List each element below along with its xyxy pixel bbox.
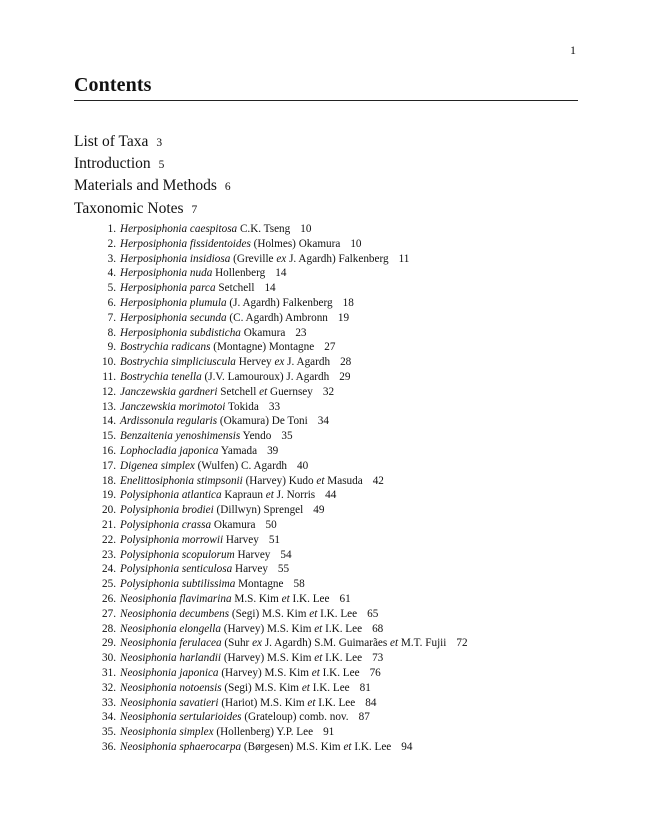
- taxon-entry-page: 29: [339, 370, 351, 383]
- taxon-entry-page: 32: [322, 385, 335, 398]
- taxon-entry-italic-text: Polysiphonia atlantica: [120, 489, 222, 502]
- taxon-entry-italic-text: et: [309, 607, 318, 620]
- taxon-entry-page: 91: [323, 726, 335, 739]
- taxon-entry-italic-text: Herposiphonia fissidentoides: [120, 237, 251, 250]
- taxon-entry-text: Okamura: [240, 326, 286, 339]
- taxon-entry-italic-text: et: [314, 652, 323, 665]
- taxon-entry-page: 11: [398, 252, 410, 265]
- taxon-entry[interactable]: [74, 622, 468, 637]
- taxon-entry-text: (Segi) M.S. Kim: [229, 607, 310, 620]
- taxon-entry-page: 50: [265, 518, 277, 531]
- taxon-entry-text: I.K. Lee: [317, 607, 358, 620]
- taxon-entry-number: 28.: [102, 622, 116, 635]
- toc-entry-list-of-taxa[interactable]: [74, 131, 231, 153]
- taxon-entry-italic-text: Lophocladia japonica: [120, 444, 219, 457]
- taxon-entry[interactable]: [74, 562, 468, 577]
- taxonomic-notes-list: [74, 222, 468, 755]
- taxon-entry-text: M.S. Kim: [231, 592, 282, 605]
- taxon-entry-italic-text: et: [390, 637, 399, 650]
- taxon-entry-italic-text: Janczewskia gardneri: [120, 385, 218, 398]
- taxon-entry-page: 68: [372, 622, 384, 635]
- taxon-entry-number: 2.: [107, 237, 116, 250]
- taxon-entry-text: Yamada: [218, 444, 258, 457]
- taxon-entry-italic-text: Polysiphonia morrowii: [120, 533, 224, 546]
- taxon-entry-text: I.K. Lee: [315, 696, 356, 709]
- taxon-entry-italic-text: Neosiphonia ferulacea: [120, 637, 222, 650]
- taxon-entry-text: (Hariot) M.S. Kim: [218, 696, 308, 709]
- taxon-entry-text: (Grateloup) comb. nov.: [241, 711, 349, 724]
- taxon-entry-text: Hervey: [235, 356, 275, 369]
- taxon-entry[interactable]: [74, 237, 468, 252]
- taxon-entry-page: 14: [264, 282, 276, 295]
- taxon-entry-text: Setchell: [215, 282, 255, 295]
- toc-entry-title: List of Taxa: [74, 133, 149, 150]
- taxon-entry-page: 84: [365, 696, 377, 709]
- taxon-entry-text: (Wulfen) C. Agardh: [194, 459, 288, 472]
- taxon-entry[interactable]: [74, 503, 468, 518]
- taxon-entry-text: C.K. Tseng: [237, 223, 291, 235]
- toc-entry-materials-and-methods[interactable]: [74, 175, 231, 197]
- taxon-entry[interactable]: [74, 607, 468, 622]
- taxon-entry[interactable]: [74, 252, 468, 267]
- taxon-entry[interactable]: [74, 651, 468, 666]
- taxon-entry-number: 23.: [102, 548, 116, 561]
- taxon-entry-text: (Greville: [230, 252, 277, 265]
- taxon-entry-italic-text: Bostrychia tenella: [120, 370, 202, 383]
- taxon-entry-italic-text: Herposiphonia insidiosa: [120, 252, 231, 265]
- taxon-entry[interactable]: [74, 414, 468, 429]
- taxon-entry-italic-text: et: [316, 474, 325, 487]
- taxon-entry[interactable]: [74, 326, 468, 341]
- taxon-entry-text: Hollenberg: [212, 267, 266, 280]
- taxon-entry-number: 8.: [107, 326, 116, 339]
- taxon-entry-number: 5.: [107, 282, 116, 295]
- toc-entry-page: 5: [158, 159, 165, 172]
- taxon-entry-text: I.K. Lee: [322, 622, 363, 635]
- taxon-entry-italic-text: Neosiphonia harlandii: [120, 652, 222, 665]
- page-title: Contents: [74, 74, 152, 96]
- taxon-entry-page: 28: [340, 356, 352, 369]
- taxon-entry-text: Harvey: [223, 533, 259, 546]
- taxon-entry[interactable]: [74, 681, 468, 696]
- toc-entry-page: 7: [191, 203, 198, 216]
- taxon-entry-text: I.K. Lee: [351, 740, 392, 753]
- taxon-entry[interactable]: [74, 474, 468, 489]
- taxon-entry-number: 31.: [102, 666, 116, 679]
- taxon-entry[interactable]: [74, 296, 468, 311]
- taxon-entry[interactable]: [74, 577, 468, 592]
- taxon-entry-number: 12.: [102, 385, 116, 398]
- taxon-entry-page: 10: [300, 223, 312, 235]
- taxon-entry-page: 35: [281, 430, 293, 443]
- taxon-entry[interactable]: [74, 533, 468, 548]
- taxon-entry-number: 19.: [102, 489, 116, 502]
- taxon-entry-italic-text: et: [265, 489, 274, 502]
- taxon-entry-italic-text: Polysiphonia crassa: [120, 518, 212, 531]
- taxon-entry-number: 18.: [102, 474, 116, 487]
- taxon-entry-number: 29.: [102, 637, 116, 650]
- taxon-entry-number: 36.: [102, 740, 116, 753]
- taxon-entry[interactable]: [74, 459, 468, 474]
- taxon-entry-text: (Okamura) De Toni: [217, 415, 308, 428]
- taxon-entry-text: (Hollenberg) Y.P. Lee: [213, 726, 314, 739]
- taxon-entry-page: 54: [280, 548, 292, 561]
- taxon-entry-page: 61: [339, 592, 351, 605]
- taxon-entry-number: 34.: [102, 711, 116, 724]
- taxon-entry-text: Montagne: [235, 578, 284, 591]
- taxon-entry[interactable]: [74, 548, 468, 563]
- taxon-entry-italic-text: Neosiphonia decumbens: [120, 607, 230, 620]
- taxon-entry-page: 14: [275, 267, 287, 280]
- taxon-entry-page: 51: [268, 533, 280, 546]
- taxon-entry-text: Guernsey: [267, 385, 313, 398]
- taxon-entry-italic-text: Bostrychia radicans: [120, 341, 211, 354]
- toc-entry-page: 6: [224, 181, 231, 194]
- taxon-entry-text: I.K. Lee: [322, 652, 363, 665]
- taxon-entry-page: 19: [337, 311, 350, 324]
- taxon-entry[interactable]: [74, 311, 468, 326]
- taxon-entry-italic-text: Herposiphonia parca: [120, 282, 216, 295]
- taxon-entry[interactable]: [74, 266, 468, 281]
- taxon-entry-text: (Segi) M.S. Kim: [221, 681, 302, 694]
- taxon-entry-page: 42: [372, 474, 384, 487]
- taxon-entry[interactable]: [74, 385, 468, 400]
- taxon-entry-text: (Harvey) Kudo: [242, 474, 317, 487]
- taxon-entry-italic-text: Herposiphonia caespitosa: [120, 223, 238, 235]
- taxon-entry-page: 76: [369, 666, 381, 679]
- taxon-entry-page: 44: [325, 489, 337, 502]
- taxon-entry-text: (J. Agardh) Falkenberg: [226, 296, 333, 309]
- taxon-entry-number: 35.: [102, 726, 116, 739]
- taxon-entry-italic-text: Enelittosiphonia stimpsonii: [120, 474, 243, 487]
- toc-entry-introduction[interactable]: [74, 153, 231, 175]
- taxon-entry-text: Masuda: [324, 474, 363, 487]
- taxon-entry-italic-text: Herposiphonia secunda: [120, 311, 227, 324]
- taxon-entry-number: 33.: [102, 696, 116, 709]
- taxon-entry-page: 39: [267, 444, 279, 457]
- taxon-entry-page: 23: [295, 326, 307, 339]
- taxon-entry-italic-text: Neosiphonia sertularioides: [120, 711, 242, 724]
- taxon-entry-text: (Montagne) Montagne: [210, 341, 315, 354]
- taxon-entry-number: 13.: [102, 400, 116, 413]
- taxon-entry[interactable]: [74, 696, 468, 711]
- taxon-entry-italic-text: Neosiphonia elongella: [120, 622, 221, 635]
- taxon-entry-italic-text: Neosiphonia flavimarina: [120, 592, 232, 605]
- taxon-entry[interactable]: [74, 710, 468, 725]
- taxon-entry-text: Okamura: [211, 518, 256, 531]
- taxon-entry-italic-text: Ardissonula regularis: [120, 415, 218, 428]
- taxon-entry[interactable]: [74, 488, 468, 503]
- taxon-entry-italic-text: Herposiphonia plumula: [120, 296, 227, 309]
- taxon-entry-text: J. Agardh) Falkenberg: [286, 252, 389, 265]
- taxon-entry-text: (C. Agardh) Ambronn: [226, 311, 328, 324]
- taxon-entry-text: Setchell: [217, 385, 260, 398]
- toc-entry-title: Materials and Methods: [74, 177, 217, 195]
- taxon-entry[interactable]: [74, 518, 468, 533]
- taxon-entry-number: 17.: [102, 459, 116, 472]
- taxon-entry-page: 33: [268, 400, 281, 413]
- taxon-entry-page: 10: [350, 237, 362, 250]
- taxon-entry-text: Harvey: [234, 548, 271, 561]
- toc-entry-title: Taxonomic Notes: [74, 199, 184, 217]
- taxon-entry-italic-text: Janczewskia morimotoi: [120, 400, 226, 413]
- taxon-entry-number: 10.: [102, 356, 116, 369]
- taxon-entry-text: (Harvey) M.S. Kim: [221, 622, 315, 635]
- taxon-entry[interactable]: [74, 222, 468, 237]
- taxon-entry-number: 9.: [107, 341, 116, 354]
- page-number: 1: [570, 43, 576, 57]
- taxon-entry-italic-text: et: [343, 740, 352, 753]
- taxon-entry-italic-text: Polysiphonia senticulosa: [120, 563, 233, 576]
- taxon-entry-number: 20.: [102, 504, 116, 517]
- taxon-entry-italic-text: Bostrychia simpliciuscula: [120, 356, 236, 369]
- taxon-entry-text: (Børgesen) M.S. Kim: [241, 740, 344, 753]
- taxon-entry-italic-text: et: [281, 592, 290, 605]
- taxon-entry-italic-text: Neosiphonia simplex: [120, 726, 214, 739]
- taxon-entry-text: (Dillwyn) Sprengel: [213, 504, 304, 517]
- taxon-entry-number: 32.: [102, 681, 116, 694]
- taxon-entry-page: 34: [317, 415, 329, 428]
- taxon-entry-number: 22.: [102, 533, 116, 546]
- taxon-entry-italic-text: Benzaitenia yenoshimensis: [120, 430, 241, 443]
- taxon-entry-text: Harvey: [232, 563, 268, 576]
- taxon-entry-number: 1.: [107, 223, 116, 235]
- taxon-entry[interactable]: [74, 666, 468, 681]
- taxon-entry-text: (J.V. Lamouroux) J. Agardh: [201, 370, 330, 383]
- toc-entry-taxonomic-notes[interactable]: [74, 198, 231, 220]
- taxon-entry-number: 27.: [102, 607, 116, 620]
- taxon-entry-number: 30.: [102, 652, 116, 665]
- taxon-entry-italic-text: Neosiphonia japonica: [120, 666, 219, 679]
- taxon-entry-number: 3.: [107, 252, 116, 265]
- taxon-entry-italic-text: et: [314, 622, 323, 635]
- taxon-entry-number: 14.: [102, 415, 116, 428]
- taxon-entry-number: 21.: [102, 518, 116, 531]
- taxon-entry-text: Tokida: [225, 400, 259, 413]
- taxon-entry[interactable]: [74, 355, 468, 370]
- taxon-entry[interactable]: [74, 725, 468, 740]
- taxon-entry-page: 81: [359, 681, 371, 694]
- taxon-entry-italic-text: ex: [274, 356, 285, 369]
- taxon-entry-italic-text: ex: [276, 252, 287, 265]
- taxon-entry-italic-text: Neosiphonia notoensis: [120, 681, 222, 694]
- taxon-entry[interactable]: [74, 444, 468, 459]
- taxon-entry-text: I.K. Lee: [319, 666, 360, 679]
- taxon-entry-italic-text: Herposiphonia nuda: [120, 267, 213, 280]
- taxon-entry-page: 55: [277, 563, 290, 576]
- taxon-entry-page: 49: [313, 504, 325, 517]
- taxon-entry-text: Yendo: [240, 430, 272, 443]
- taxon-entry[interactable]: [74, 592, 468, 607]
- taxon-entry-page: 27: [324, 341, 336, 354]
- taxon-entry-text: (Harvey) M.S. Kim: [218, 666, 312, 679]
- taxon-entry-number: 15.: [102, 430, 116, 443]
- taxon-entry-page: 40: [297, 459, 309, 472]
- taxon-entry-number: 16.: [102, 444, 116, 457]
- toc-entry-title: Introduction: [74, 155, 151, 173]
- title-divider: [74, 100, 578, 101]
- taxon-entry-number: 24.: [102, 563, 116, 576]
- taxon-entry-text: (Suhr: [221, 637, 253, 650]
- taxon-entry-text: (Harvey) M.S. Kim: [221, 652, 315, 665]
- taxon-entry[interactable]: [74, 636, 468, 651]
- taxon-entry-page: 94: [401, 740, 413, 753]
- taxon-entry-text: I.K. Lee: [309, 681, 350, 694]
- taxon-entry-text: J. Agardh) S.M. Guimarães: [262, 637, 391, 650]
- taxon-entry[interactable]: [74, 429, 468, 444]
- taxon-entry-italic-text: et: [259, 385, 268, 398]
- taxon-entry-number: 7.: [107, 311, 116, 324]
- taxon-entry-number: 11.: [102, 370, 116, 383]
- taxon-entry-italic-text: Neosiphonia sphaerocarpa: [120, 740, 242, 753]
- taxon-entry[interactable]: [74, 340, 468, 355]
- taxon-entry-italic-text: Neosiphonia savatieri: [120, 696, 219, 709]
- taxon-entry-italic-text: Polysiphonia scopulorum: [120, 548, 235, 561]
- taxon-entry-italic-text: et: [311, 666, 320, 679]
- taxon-entry-page: 18: [342, 296, 354, 309]
- taxon-entry-italic-text: Herposiphonia subdisticha: [120, 326, 241, 339]
- taxon-entry[interactable]: [74, 740, 468, 755]
- taxon-entry-text: Kapraun: [221, 489, 266, 502]
- taxon-entry-italic-text: et: [307, 696, 316, 709]
- taxon-entry-page: 73: [372, 652, 384, 665]
- taxon-entry-page: 72: [456, 637, 468, 650]
- taxon-entry-page: 58: [293, 578, 305, 591]
- taxon-entry-text: J. Agardh: [284, 356, 331, 369]
- taxon-entry[interactable]: [74, 281, 468, 296]
- taxon-entry-text: (Holmes) Okamura: [250, 237, 341, 250]
- taxon-entry-page: 87: [358, 711, 370, 724]
- taxon-entry-number: 25.: [102, 578, 116, 591]
- taxon-entry[interactable]: [74, 370, 468, 385]
- taxon-entry-number: 26.: [102, 592, 116, 605]
- taxon-entry-text: I.K. Lee: [289, 592, 330, 605]
- toc-entry-page: 3: [156, 137, 163, 149]
- taxon-entry-text: M.T. Fujii: [398, 637, 447, 650]
- contents-top-list: [74, 131, 231, 220]
- taxon-entry-italic-text: et: [301, 681, 310, 694]
- taxon-entry-page: 65: [367, 607, 379, 620]
- taxon-entry-italic-text: Polysiphonia brodiei: [120, 504, 214, 517]
- taxon-entry[interactable]: [74, 400, 468, 415]
- taxon-entry-italic-text: Polysiphonia subtilissima: [120, 578, 236, 591]
- taxon-entry-number: 6.: [107, 296, 116, 309]
- taxon-entry-number: 4.: [107, 267, 116, 280]
- taxon-entry-italic-text: ex: [252, 637, 263, 650]
- taxon-entry-text: J. Norris: [273, 489, 316, 502]
- taxon-entry-italic-text: Digenea simplex: [120, 459, 195, 472]
